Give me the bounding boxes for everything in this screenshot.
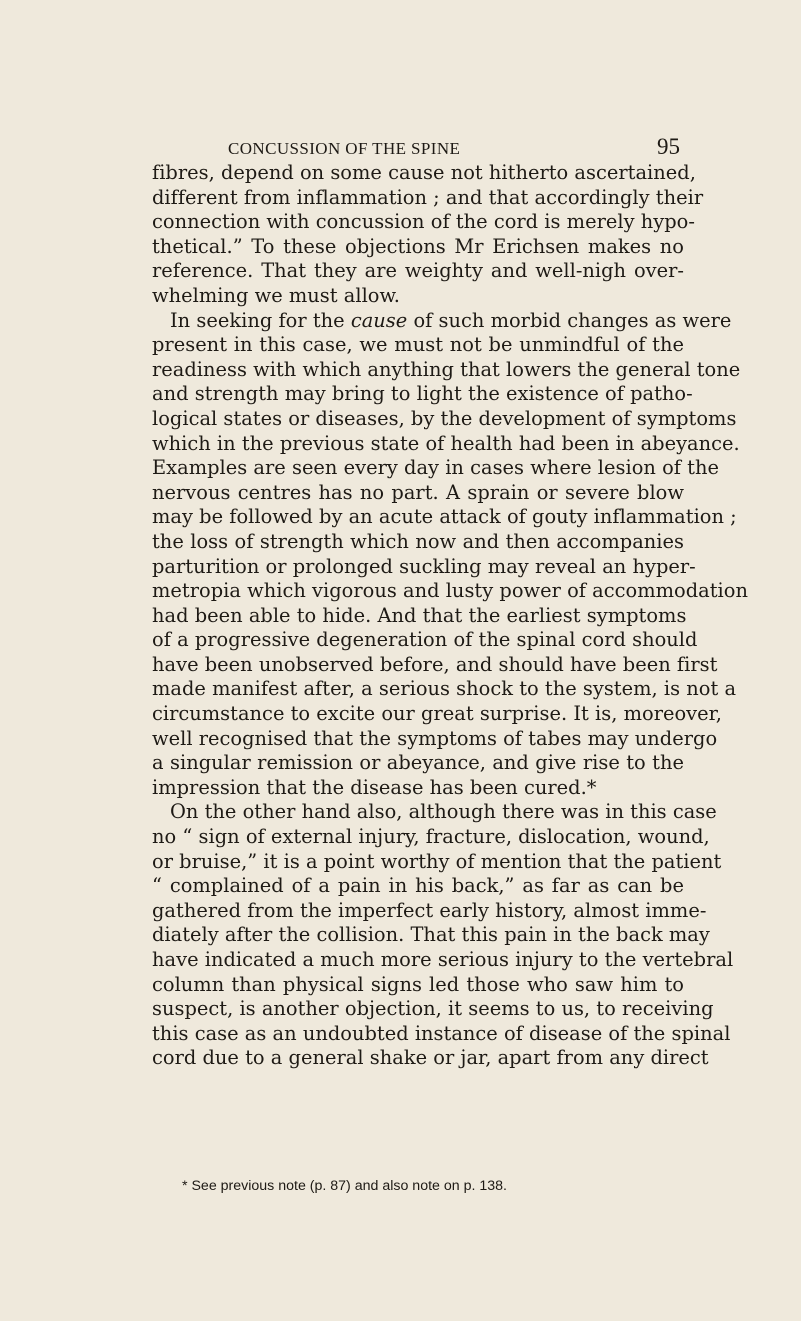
text-line: reference. That they are weighty and well-nigh over- [152, 259, 684, 283]
text-line: of a progressive degeneration of the spinal cord should [152, 628, 698, 652]
text-line: fibres, depend on some cause not hitherto ascertained, [152, 161, 696, 184]
text-line: different from inflammation ; and that accordingly their [152, 185, 704, 209]
text-line: thetical.” To these objections Mr Erichsen makes no [152, 234, 684, 258]
text-line: readiness with which anything that lowers the general tone [152, 357, 741, 381]
text-line: suspect, is another objection, it seems to us, to receiving [152, 997, 714, 1021]
text-line: the loss of strength which now and then accompanies [152, 529, 684, 553]
paragraph-first-line [152, 308, 732, 334]
paragraph-first-line: On the other hand also, although there was in this case [170, 800, 717, 824]
text-span: of such morbid changes as were [407, 308, 732, 332]
text-line: parturition or prolonged suckling may reveal an hyper- [152, 554, 696, 578]
text-line: a singular remission or abeyance, and give rise to the [152, 751, 684, 775]
text-line: impression that the disease has been cured.* [152, 775, 597, 799]
text-line: Examples are seen every day in cases where lesion of the [152, 456, 719, 480]
text-line: diately after the collision. That this pain in the back may [152, 923, 710, 947]
text-line: gathered from the imperfect early history, almost imme- [152, 898, 707, 922]
text-line: connection with concussion of the cord is merely hypo- [152, 210, 695, 234]
text-line: whelming we must allow. [152, 283, 400, 307]
text-line: nervous centres has no part. A sprain or severe blow [152, 480, 684, 504]
text-line: column than physical signs led those who saw him to [152, 972, 684, 996]
text-line: have indicated a much more serious injury to the vertebral [152, 948, 734, 971]
text-span: In seeking for the [170, 308, 351, 332]
text-line: logical states or diseases, by the development of symptoms [152, 406, 737, 430]
page-number: 95 [657, 134, 680, 159]
text-line: or bruise,” it is a point worthy of mention that the patient [152, 849, 722, 873]
body-text [152, 161, 748, 1071]
text-line: “ complained of a pain in his back,” as far as can be [152, 874, 684, 898]
text-line: had been able to hide. And that the earliest symptoms [152, 603, 687, 627]
text-line: may be followed by an acute attack of gouty inflammation ; [152, 505, 737, 529]
text-line: have been unobserved before, and should have been first [152, 652, 718, 676]
text-line: no “ sign of external injury, fracture, dislocation, wound, [152, 825, 710, 849]
footnote: * See previous note (p. 87) and also note on p. 138. [182, 1178, 507, 1194]
text-line: cord due to a general shake or jar, apart from any direct [152, 1046, 709, 1070]
text-line: well recognised that the symptoms of tabes may undergo [152, 726, 718, 750]
text-line: and strength may bring to light the existence of patho- [152, 382, 693, 406]
text-line: metropia which vigorous and lusty power of accommodation [152, 579, 748, 603]
text-line: circumstance to excite our great surprise. It is, moreover, [152, 702, 722, 726]
running-title: CONCUSSION OF THE SPINE [228, 139, 461, 158]
text-line: this case as an undoubted instance of disease of the spinal [152, 1021, 731, 1045]
emphasis-cause: cause [350, 308, 408, 332]
text-line: which in the previous state of health had been in abeyance. [152, 431, 740, 455]
text-line: present in this case, we must not be unmindful of the [152, 333, 684, 357]
running-head [228, 134, 680, 160]
text-line: made manifest after, a serious shock to the system, is not a [152, 677, 737, 701]
